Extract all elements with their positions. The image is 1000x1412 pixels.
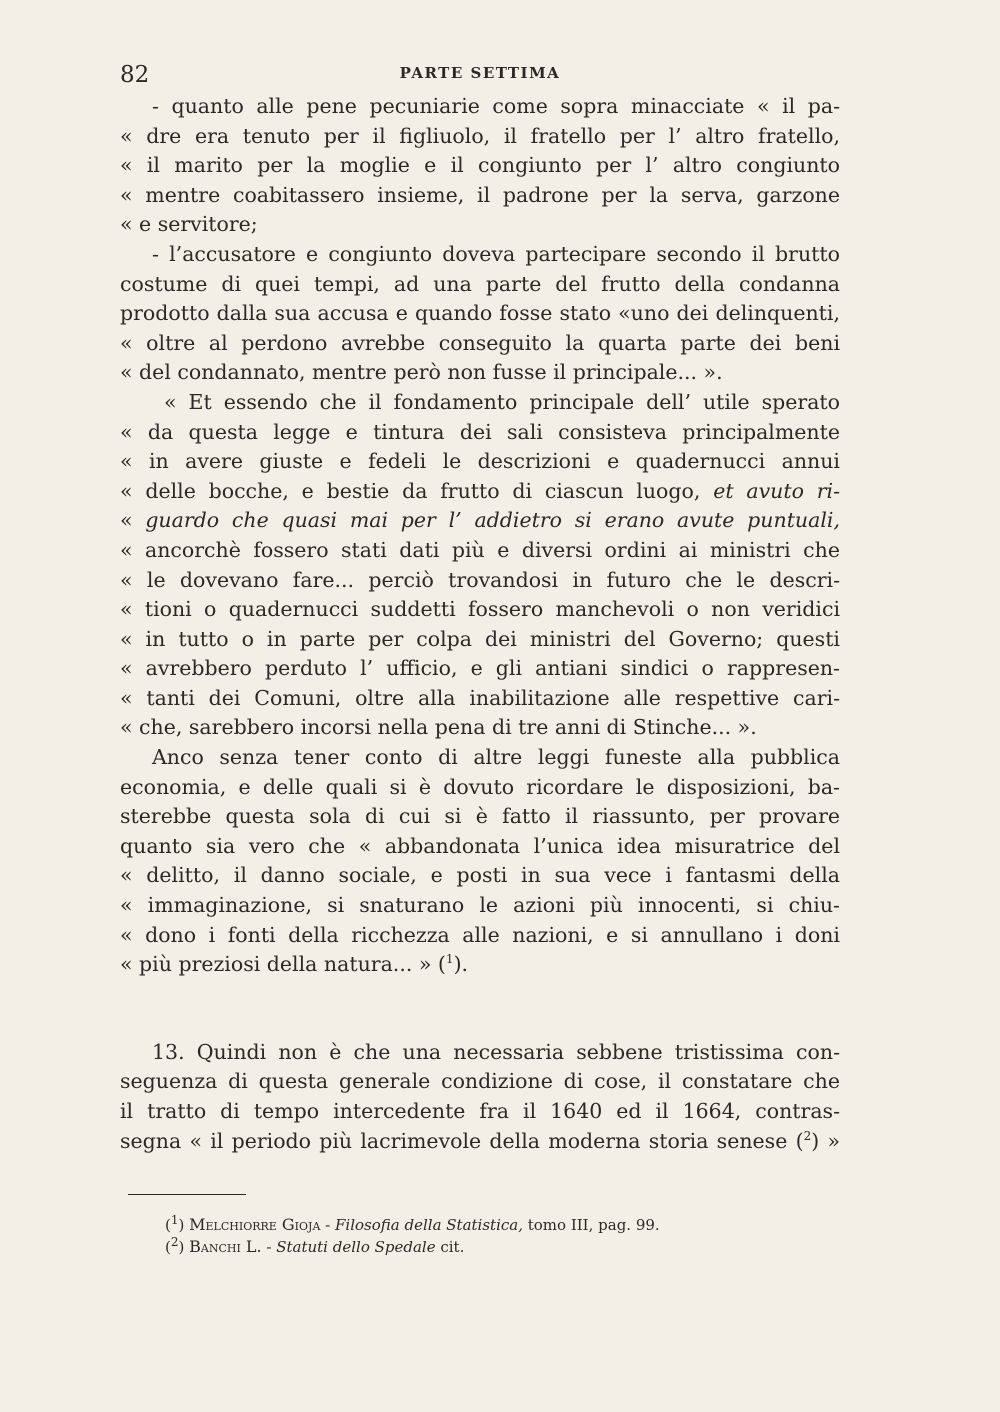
text-line: [120, 1127, 840, 1157]
text-line: seguenza di questa generale condizione di cose, il constatare che: [120, 1069, 840, 1094]
footnote: ($^2$) Banchi L. - Statuti dello Spedale cit.: [165, 1235, 465, 1256]
text-line: costume di quei tempi, ad una parte del frutto della condanna: [120, 271, 840, 296]
page-number: 82: [120, 62, 150, 88]
text-line: « le dovevano fare... perciò trovandosi in futuro che le descri-: [120, 567, 840, 592]
text-line: [120, 506, 840, 536]
text-segment: «: [120, 508, 133, 533]
text-line: « avrebbero perduto l’ ufficio, e gli antiani sindici o rappresen-: [120, 656, 840, 681]
footnote-mark: 1: [170, 1213, 179, 1227]
footnote-rest: tomo III, pag. 99.: [522, 1216, 660, 1234]
text-line: [120, 950, 840, 980]
text-line: « delitto, il danno sociale, e posti in sua vece i fantasmi della: [120, 863, 840, 888]
section-gap: [120, 980, 840, 1038]
text-line: - quanto alle pene pecuniarie come sopra minacciate « il pa-: [152, 94, 840, 118]
footnote-title: Statuti dello Spedale: [276, 1238, 436, 1256]
text-segment: « più preziosi della natura... » (: [120, 952, 446, 977]
text-line: sterebbe questa sola di cui si è fatto il riassunto, per provare: [120, 804, 840, 829]
text-line: « e servitore;: [120, 212, 258, 237]
text-line: « immaginazione, si snaturano le azioni più innocenti, si chiu-: [120, 893, 840, 918]
text-segment: ).: [453, 952, 469, 977]
text-line: economia, e delle quali si è dovuto ricordare le disposizioni, ba-: [120, 774, 840, 799]
text-line: 13. Quindi non è che una necessaria sebbene tristissima con-: [152, 1039, 840, 1064]
text-line: « tanti dei Comuni, oltre alla inabilitazione alle respettive cari-: [120, 685, 840, 710]
italic-text: guardo che quasi mai per l’ addietro si erano avute puntuali,: [145, 508, 840, 533]
text-line: « dre era tenuto per il figliuolo, il fratello per l’ altro fratello,: [120, 123, 840, 148]
footnote-sep: -: [261, 1238, 277, 1256]
text-line: Anco senza tener conto di altre leggi funeste alla pubblica: [152, 745, 840, 770]
text-line: « del condannato, mentre però non fusse il principale... ».: [120, 360, 723, 385]
text-segment: ) »: [811, 1128, 841, 1153]
footnote: ($^1$) Melchiorre Gioja - Filosofia della Statistica, tomo III, pag. 99.: [165, 1213, 660, 1234]
page-header: [120, 62, 840, 92]
footnote-ref: 2: [803, 1128, 812, 1143]
text-line: il tratto di tempo intercedente fra il 1640 ed il 1664, contras-: [120, 1099, 840, 1123]
running-head: PARTE SETTIMA: [399, 64, 561, 82]
text-line: - l’accusatore e congiunto doveva partecipare secondo il brutto: [152, 241, 840, 266]
text-line: « in tutto o in parte per colpa dei ministri del Governo; questi: [120, 626, 840, 651]
footnote-mark: 2: [170, 1235, 179, 1249]
text-line: quanto sia vero che « abbandonata l’unica idea misuratrice del: [120, 833, 840, 858]
footnote-ref: 1: [445, 952, 454, 967]
footnote-rest: cit.: [435, 1238, 465, 1256]
text-line: « ancorchè fossero stati dati più e diversi ordini ai ministri che: [120, 537, 840, 562]
text-segment: segna « il periodo più lacrimevole della moderna storia senese (: [120, 1128, 804, 1153]
text-line: « il marito per la moglie e il congiunto per l’ altro congiunto: [120, 153, 840, 178]
footnote-sep: -: [320, 1216, 336, 1234]
footnote-author: Melchiorre Gioja: [189, 1215, 321, 1234]
text-line: « tioni o quadernucci suddetti fossero manchevoli o non veridici: [120, 597, 840, 622]
footnote-rule: [128, 1194, 246, 1195]
text-line: [120, 477, 840, 507]
italic-text: et avuto ri-: [713, 478, 840, 503]
text-line: « Et essendo che il fondamento principale dell’ utile sperato: [164, 389, 840, 414]
body-text: [120, 92, 840, 1156]
text-line: prodotto dalla sua accusa e quando fosse stato «uno dei delinquenti,: [120, 301, 840, 326]
text-line: « da questa legge e tintura dei sali consisteva principalmente: [120, 419, 840, 444]
footnote-title: Filosofia della Statistica,: [335, 1216, 523, 1234]
text-line: « mentre coabitassero insieme, il padrone per la serva, garzone: [120, 182, 840, 207]
text-line: « dono i fonti della ricchezza alle nazioni, e si annullano i doni: [120, 922, 840, 947]
text-line: « in avere giuste e fedeli le descrizioni e quadernucci annui: [120, 449, 840, 474]
text-line: « oltre al perdono avrebbe conseguito la quarta parte dei beni: [120, 330, 840, 355]
text-line: « che, sarebbero incorsi nella pena di tre anni di Stinche... ».: [120, 715, 757, 740]
text-segment: « delle bocche, e bestie da frutto di ciascun luogo,: [120, 478, 701, 503]
footnotes: [165, 1214, 845, 1258]
footnote-author: Banchi L.: [189, 1237, 262, 1256]
